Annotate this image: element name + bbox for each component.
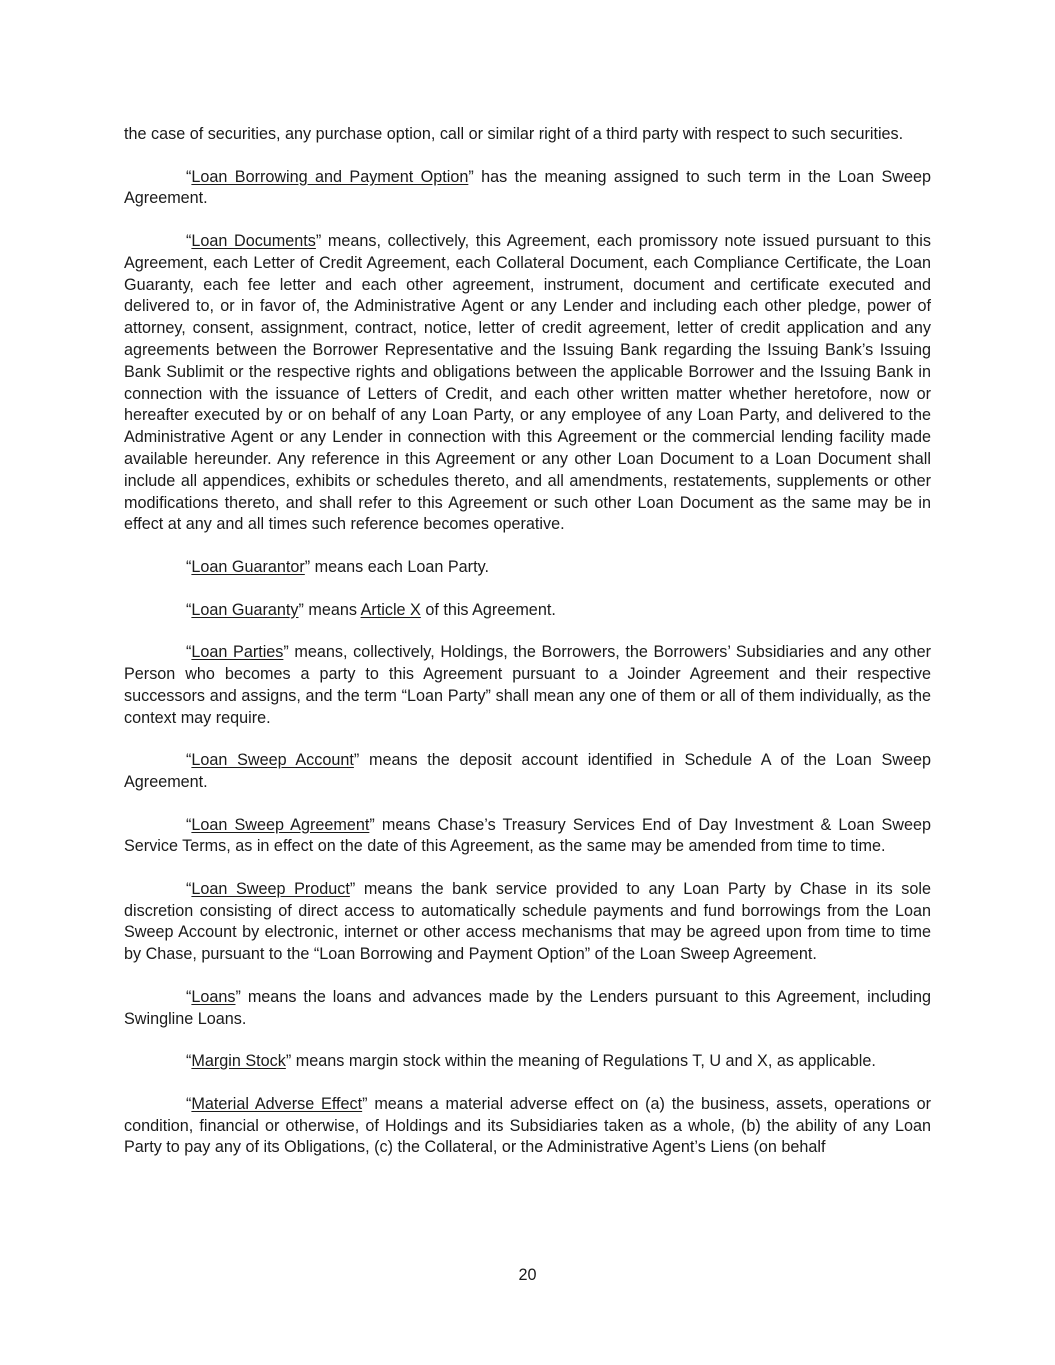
definition-loan-sweep-account: “Loan Sweep Account” means the deposit account identified in Schedule A of the Loan Sweep Agreement. [124, 751, 931, 791]
definition-loans: “Loans” means the loans and advances made by the Lenders pursuant to this Agreement, including Swingline Loans. [124, 987, 931, 1028]
defined-term: Loan Documents [191, 231, 316, 250]
definition-loan-sweep-agreement: “Loan Sweep Agreement” means Chase’s Treasury Services End of Day Investment & Loan Sweep Service Terms, as in effect on the date of this Agreement, as the same may be amended from time to time. [124, 815, 932, 856]
definition-loan-guarantor: “Loan Guarantor” means each Loan Party. [186, 557, 489, 576]
defined-term: Margin Stock [191, 1052, 286, 1071]
document-page [124, 124, 931, 1180]
defined-term: Loan Borrowing and Payment Option [191, 167, 469, 186]
page-number: 20 [518, 1266, 537, 1284]
cross-reference: Article X [360, 600, 421, 619]
defined-term: Loan Guarantor [191, 557, 305, 576]
defined-term: Loan Sweep Account [191, 751, 354, 770]
definition-loan-guaranty: “Loan Guaranty” means Article X of this Agreement. [186, 600, 556, 619]
definition-material-adverse-effect: “Material Adverse Effect” means a material adverse effect on (a) the business, assets, operations or condition, financial or otherwise, of Holdings and its Subsidiaries taken as a whole, (b) the ability of any Loan Party to pay any of its Obligations, (c) the Collateral, or the Administrative Agent’s Liens (on behalf [124, 1094, 932, 1157]
definition-loan-borrowing-and-payment-option: “Loan Borrowing and Payment Option” has the meaning assigned to such term in the Loan Sweep Agreement. [124, 167, 931, 208]
defined-term: Material Adverse Effect [191, 1094, 363, 1113]
defined-term: Loan Sweep Product [191, 879, 350, 898]
defined-term: Loan Guaranty [191, 600, 299, 619]
definition-loan-parties: “Loan Parties” means, collectively, Holdings, the Borrowers, the Borrowers’ Subsidiaries and any other Person who becomes a party to this Agreement pursuant to a Joinder Agreement and their respective successors and assigns, and the term “Loan Party” shall mean any one of them or all of them individually, as the context may require. [124, 643, 931, 727]
definition-margin-stock: “Margin Stock” means margin stock within the meaning of Regulations T, U and X, as applicable. [186, 1052, 876, 1071]
defined-term: Loans [191, 987, 236, 1006]
definition-loan-documents: “Loan Documents” means, collectively, this Agreement, each promissory note issued pursuant to this Agreement, each Letter of Credit Agreement, each Collateral Document, each Compliance Certificate, the Loan Guaranty, each fee letter and each other agreement, instrument, document and certificate executed and delivered to, or in favor of, the Administrative Agent or any Lender and including each other pledge, power of attorney, consent, assignment, contract, notice, letter of credit agreement, letter of credit application and any agreements between the Borrower Representative and the Issuing Bank regarding the Issuing Bank’s Issuing Bank Sublimit or the respective rights and obligations between the applicable Borrower and the Issuing Bank in connection with the issuance of Letters of Credit, and each other written matter whether heretofore, now or hereafter executed by or on behalf of any Loan Party, or any employee of any Loan Party, and delivered to the Administrative Agent or any Lender in connection with this Agreement or the commercial lending facility made available hereunder. Any reference in this Agreement or any other Loan Document to a Loan Document shall include all appendices, exhibits or schedules thereto, and all amendments, restatements, supplements or other modifications thereto, and shall refer to this Agreement or such other Loan Document as the same may be in effect at any and all times such reference becomes operative. [124, 231, 931, 534]
defined-term: Loan Parties [191, 643, 284, 662]
paragraph-continuation: the case of securities, any purchase option, call or similar right of a third party with respect to such securities. [124, 125, 904, 143]
defined-term: Loan Sweep Agreement [191, 815, 370, 834]
definition-loan-sweep-product: “Loan Sweep Product” means the bank service provided to any Loan Party by Chase in its sole discretion consisting of direct access to automatically schedule payments and fund borrowings from the Loan Sweep Account by electronic, internet or other access mechanisms that may be agreed upon from time to time by Chase, pursuant to the “Loan Borrowing and Payment Option” of the Loan Sweep Agreement. [124, 879, 931, 964]
